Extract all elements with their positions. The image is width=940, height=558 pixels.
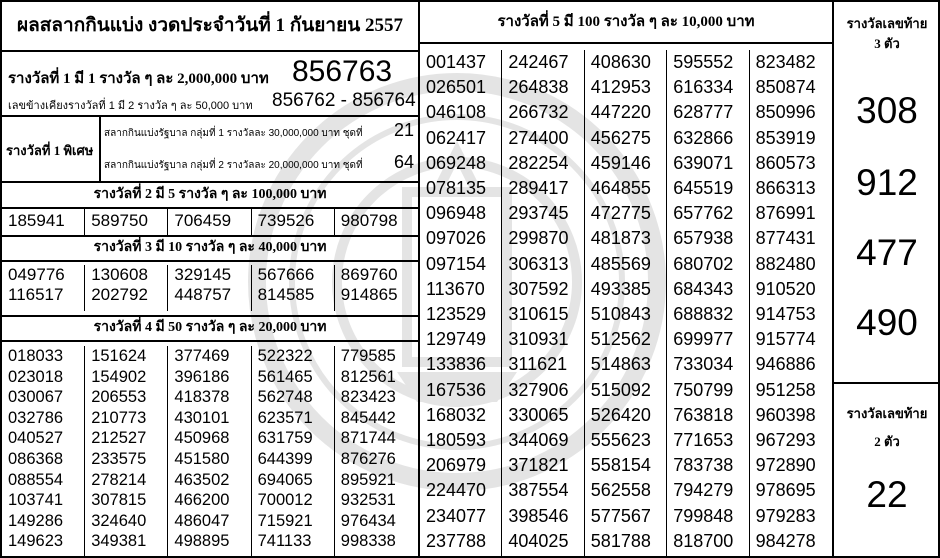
prize5-number: 078135 (426, 178, 487, 199)
special-prize-label: รางวัลที่ 1 พิเศษ (6, 143, 94, 158)
prize5-number: 133836 (426, 354, 487, 375)
last3-header (834, 14, 940, 54)
prize5-number: 850996 (755, 102, 816, 123)
prize4-number: 212527 (91, 429, 147, 448)
prize5-number: 581788 (590, 530, 651, 551)
prize5-number: 412953 (590, 77, 651, 98)
prize1-adjacent-numbers: 856762 - 856764 (272, 90, 416, 111)
prize4-column (2, 346, 85, 556)
prize5-number: 330065 (508, 404, 569, 425)
prize4-label: รางวัลที่ 4 มี 50 รางวัล ๆ ละ 20,000 บาท (93, 320, 327, 335)
divider (418, 42, 834, 44)
prize5-number: 310615 (508, 304, 569, 325)
prize5-number: 274400 (508, 127, 569, 148)
prize5-number: 866313 (755, 178, 816, 199)
prize3-number: 814585 (257, 285, 315, 304)
prize5-grid (420, 50, 832, 556)
prize5-number: 512562 (590, 329, 651, 350)
prize4-column (85, 346, 168, 556)
prize5-number: 168032 (426, 404, 487, 425)
prize5-number: 097026 (426, 228, 487, 249)
prize3-number: 448757 (174, 285, 232, 304)
prize3-number: 202792 (91, 285, 148, 304)
prize5-column (420, 50, 502, 556)
prize5-number: 237788 (426, 530, 487, 551)
prize3-number: 914865 (340, 285, 398, 304)
prize4-number: 103741 (8, 491, 64, 510)
prize3-number: 869760 (340, 265, 398, 284)
prize3-number: 116517 (8, 285, 64, 304)
prize5-number: 818700 (673, 530, 734, 551)
prize5-number: 206979 (426, 455, 487, 476)
prize4-number: 463502 (174, 470, 230, 489)
prize4-number: 562748 (257, 388, 313, 407)
prize4-number: 377469 (174, 347, 230, 365)
last3-number: 308 (856, 90, 918, 131)
prize5-column (750, 50, 832, 556)
prize5-number: 639071 (673, 152, 734, 173)
prize4-number: 418378 (174, 388, 230, 407)
prize5-number: 344069 (508, 430, 569, 451)
prize2-number: 980798 (340, 211, 398, 230)
prize5-number: 408630 (590, 52, 651, 72)
last3-number: 912 (856, 162, 918, 203)
prize5-number: 123529 (426, 304, 487, 325)
prize5-number: 096948 (426, 203, 487, 224)
prize5-number: 860573 (755, 152, 816, 173)
prize5-number: 224470 (426, 480, 487, 501)
prize5-number: 699977 (673, 329, 734, 350)
prize5-number: 242467 (508, 52, 569, 72)
prize5-number: 972890 (755, 455, 816, 476)
page-title: ผลสลากกินแบ่ง งวดประจำวันที่ 1 กันยายน 2557 (17, 15, 403, 36)
prize5-number: 657762 (673, 203, 734, 224)
prize5-number: 555623 (590, 430, 651, 451)
prize5-number: 459146 (590, 152, 651, 173)
prize4-grid (2, 346, 418, 556)
prize3-number: 130608 (91, 265, 148, 284)
prize4-column (335, 346, 418, 556)
prize4-number: 561465 (257, 367, 313, 386)
special-group1-text: สลากกินแบ่งรัฐบาล กลุ่มที่ 1 รางวัลละ 30,000,000 บาท ชุดที่ (104, 128, 363, 139)
prize5-number: 180593 (426, 430, 487, 451)
prize4-number: 233575 (91, 449, 147, 468)
prize5-number: 783738 (673, 455, 734, 476)
prize5-number: 960398 (755, 404, 816, 425)
prize5-number: 266732 (508, 102, 569, 123)
prize3-label: รางวัลที่ 3 มี 10 รางวัล ๆ ละ 40,000 บาท (93, 240, 327, 255)
prize5-number: 978695 (755, 480, 816, 501)
prize4-number: 486047 (174, 511, 230, 530)
prize5-number: 577567 (590, 505, 651, 526)
prize2-number: 589750 (85, 209, 168, 235)
last2-header (834, 400, 940, 456)
prize4-number: 149286 (8, 511, 64, 530)
prize5-number: 113670 (426, 278, 485, 299)
prize4-number: 278214 (91, 470, 147, 489)
prize5-number: 398546 (508, 505, 569, 526)
prize2-number: 739526 (252, 209, 335, 235)
divider (99, 115, 101, 181)
prize5-number: 750799 (673, 379, 734, 400)
prize5-number: 645519 (673, 178, 734, 199)
last3-label-count: 3 ตัว (874, 36, 900, 51)
prize5-number: 510843 (590, 304, 651, 325)
prize5-number: 097154 (426, 253, 487, 274)
prize4-number: 151624 (91, 347, 147, 365)
prize3-column (252, 265, 335, 311)
prize5-number: 794279 (673, 480, 734, 501)
prize4-number: 466200 (174, 491, 230, 510)
prize5-number: 481873 (590, 228, 651, 249)
prize4-number: 700012 (257, 491, 313, 510)
divider (2, 260, 418, 262)
prize4-number: 812561 (340, 367, 396, 386)
prize4-number: 823423 (340, 388, 396, 407)
divider (832, 382, 940, 384)
prize1-adjacent-label: เลขข้างเคียงรางวัลที่ 1 มี 2 รางวัล ๆ ละ 50,000 บาท (8, 100, 253, 112)
prize1-number: 856763 (292, 55, 393, 88)
prize5-number: 456275 (590, 127, 651, 148)
prize4-number: 623571 (257, 408, 313, 427)
prize5-number: 951258 (755, 379, 816, 400)
prize4-number: 349381 (91, 532, 147, 551)
prize4-number: 088554 (8, 470, 64, 489)
prize5-number: 046108 (426, 102, 487, 123)
prize2-label: รางวัลที่ 2 มี 5 รางวัล ๆ ละ 100,000 บาท (93, 187, 327, 202)
prize4-number: 450968 (174, 429, 230, 448)
prize4-number: 023018 (8, 367, 64, 386)
prize4-number: 522322 (257, 347, 313, 365)
prize4-number: 976434 (340, 511, 396, 530)
prize2-grid (2, 209, 418, 235)
prize3-column (2, 265, 85, 311)
prize4-number: 451580 (174, 449, 230, 468)
last2-label: รางวัลเลขท้าย (846, 406, 928, 421)
prize5-number: 595552 (673, 52, 734, 72)
prize5-number: 632866 (673, 127, 734, 148)
prize5-number: 680702 (673, 253, 734, 274)
prize5-number: 404025 (508, 530, 569, 551)
prize5-number: 763818 (673, 404, 734, 425)
prize4-number: 154902 (91, 367, 147, 386)
prize5-column (667, 50, 749, 556)
divider (2, 115, 418, 117)
prize5-number: 876991 (755, 203, 816, 224)
prize5-number: 853919 (755, 127, 816, 148)
divider (2, 50, 418, 52)
prize5-number: 882480 (755, 253, 816, 274)
prize4-number: 307815 (91, 491, 147, 510)
prize5-number: 310931 (508, 329, 569, 350)
prize4-number: 845442 (340, 408, 396, 427)
prize3-number: 329145 (174, 265, 232, 284)
prize5-number: 062417 (426, 127, 487, 148)
prize5-number: 069248 (426, 152, 487, 173)
prize5-number: 915774 (755, 329, 816, 350)
prize5-number: 558154 (590, 455, 651, 476)
prize5-number: 299870 (508, 228, 569, 249)
prize5-number: 447220 (590, 102, 651, 123)
prize1-label: รางวัลที่ 1 มี 1 รางวัล ๆ ละ 2,000,000 บาท (8, 71, 269, 87)
prize5-number: 628777 (673, 102, 734, 123)
prize5-number: 307592 (508, 278, 569, 299)
prize4-number: 324640 (91, 511, 147, 530)
prize5-number: 733034 (673, 354, 734, 375)
prize3-number: 567666 (257, 265, 315, 284)
prize5-number: 327906 (508, 379, 569, 400)
prize4-number: 086368 (8, 449, 64, 468)
prize5-number: 001437 (426, 52, 487, 72)
prize5-number: 514863 (590, 354, 651, 375)
prize5-number: 684343 (673, 278, 734, 299)
prize5-number: 616334 (673, 77, 734, 98)
prize3-column (335, 265, 418, 311)
prize4-number: 779585 (340, 347, 396, 365)
prize3-column (85, 265, 168, 311)
special-group1-set: 21 (394, 120, 415, 140)
prize5-number: 306313 (508, 253, 569, 274)
prize3-number: 049776 (8, 265, 65, 284)
prize5-number: 371821 (508, 455, 569, 476)
prize4-number: 498895 (174, 532, 230, 551)
last2-number: 22 (866, 474, 908, 515)
special-group2-text: สลากกินแบ่งรัฐบาล กลุ่มที่ 2 รางวัลละ 20,000,000 บาท ชุดที่ (104, 160, 363, 171)
prize4-number: 631759 (257, 429, 313, 448)
special-group2-set: 64 (394, 152, 415, 172)
prize4-number: 206553 (91, 388, 147, 407)
prize4-number: 032786 (8, 408, 64, 427)
prize5-number: 293745 (508, 203, 569, 224)
last3-number: 490 (856, 302, 918, 343)
prize5-number: 526420 (590, 404, 651, 425)
prize2-number: 185941 (2, 209, 85, 235)
prize5-number: 850874 (755, 77, 816, 98)
prize5-number: 026501 (426, 77, 487, 98)
prize5-number: 967293 (755, 430, 816, 451)
prize4-number: 741133 (257, 532, 312, 551)
last3-label: รางวัลเลขท้าย (846, 16, 928, 31)
last2-label-count: 2 ตัว (874, 434, 900, 449)
prize5-column (585, 50, 667, 556)
prize2-number: 706459 (168, 209, 251, 235)
prize4-number: 430101 (174, 408, 230, 427)
prize5-number: 688832 (673, 304, 734, 325)
prize5-number: 914753 (755, 304, 816, 325)
prize5-number: 493385 (590, 278, 651, 299)
prize5-number: 282254 (508, 152, 569, 173)
prize5-number: 877431 (755, 228, 816, 249)
prize5-number: 485569 (590, 253, 651, 274)
prize4-number: 871744 (340, 429, 396, 448)
prize5-number: 562558 (590, 480, 651, 501)
prize4-number: 876276 (340, 449, 396, 468)
prize5-number: 771653 (673, 430, 734, 451)
prize4-number: 715921 (257, 511, 313, 530)
prize4-number: 149623 (8, 532, 64, 551)
prize4-number: 998338 (340, 532, 396, 551)
prize5-number: 167536 (426, 379, 487, 400)
prize3-column (168, 265, 251, 311)
prize5-number: 129749 (426, 329, 487, 350)
last3-number: 477 (856, 232, 918, 273)
prize4-number: 396186 (174, 367, 230, 386)
prize5-number: 657938 (673, 228, 734, 249)
prize3-grid (2, 265, 418, 311)
prize5-number: 979283 (755, 505, 816, 526)
prize5-number: 289417 (508, 178, 569, 199)
prize4-number: 932531 (340, 491, 396, 510)
prize5-number: 984278 (755, 530, 816, 551)
prize5-number: 910520 (755, 278, 816, 299)
prize4-number: 210773 (91, 408, 147, 427)
prize5-number: 234077 (426, 505, 487, 526)
prize4-column (168, 346, 251, 556)
prize4-number: 644399 (257, 449, 313, 468)
prize4-number: 018033 (8, 347, 64, 365)
prize5-number: 515092 (590, 379, 651, 400)
prize5-number: 472775 (590, 203, 651, 224)
divider (2, 340, 418, 342)
prize5-number: 799848 (673, 505, 734, 526)
prize4-column (252, 346, 335, 556)
prize5-number: 264838 (508, 77, 569, 98)
prize4-number: 040527 (8, 429, 64, 448)
prize5-number: 311621 (508, 354, 568, 375)
prize5-number: 387554 (508, 480, 569, 501)
prize5-number: 464855 (590, 178, 651, 199)
prize5-column (502, 50, 584, 556)
prize5-number: 823482 (755, 52, 816, 72)
prize5-number: 946886 (755, 354, 816, 375)
prize5-label: รางวัลที่ 5 มี 100 รางวัล ๆ ละ 10,000 บาท (497, 14, 755, 30)
prize4-number: 694065 (257, 470, 313, 489)
prize4-number: 895921 (340, 470, 396, 489)
prize4-number: 030067 (8, 388, 64, 407)
